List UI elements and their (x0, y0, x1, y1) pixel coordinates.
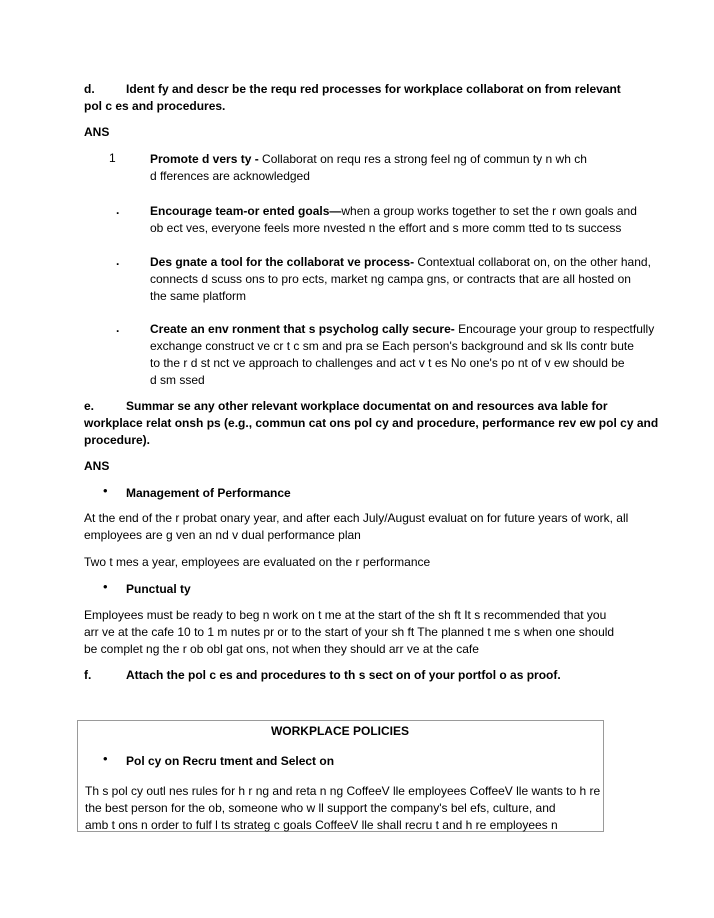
paragraph-line: be complet ng the r ob obl gat ons, not when they should arr ve at the cafe (84, 642, 479, 656)
paragraph-line: Two t mes a year, employees are evaluated on the r performance (84, 555, 431, 569)
section-e-heading-line1: Summar se any other relevant workplace documentat on and resources ava lable for (126, 399, 608, 413)
list-item-title: Des gnate a tool for the collaborat ve process- (150, 255, 418, 269)
section-d-letter: d. (84, 82, 95, 96)
paragraph-line: arr ve at the cafe 10 to 1 m nutes pr or to the start of your sh ft The planned t me s when one should (84, 625, 615, 639)
section-f-heading: Attach the pol c es and procedures to th s sect on of your portfol o as proof. (126, 668, 561, 682)
section-d-heading-line2: pol c es and procedures. (84, 99, 226, 113)
list-item-text: d fferences are acknowledged (150, 169, 310, 183)
list-marker: . (116, 254, 120, 268)
list-item (150, 321, 654, 338)
bullet-heading-performance: Management of Performance (126, 486, 291, 500)
policy-text-line: the best person for the ob, someone who w ll support the company's bel efs, culture, and (85, 801, 556, 815)
workplace-policies-box (77, 720, 604, 832)
bullet-icon: • (103, 579, 108, 594)
section-f-letter: f. (84, 668, 92, 682)
policy-recruitment-heading: Pol cy on Recru tment and Select on (126, 754, 335, 768)
list-item-text: to the r d st nct ve approach to challenges and act v t es No one's po nt of v ew should be (150, 356, 625, 370)
section-e-heading-line3: procedure). (84, 433, 151, 447)
list-item-text: exchange construct ve cr t c sm and pra se Each person's background and sk lls contr bute (150, 339, 634, 353)
paragraph-line: At the end of the r probat onary year, and after each July/August evaluat on for future years of work, all (84, 511, 629, 525)
bullet-icon: • (103, 751, 108, 766)
bullet-heading-punctuality: Punctual ty (126, 582, 191, 596)
list-item-text: ob ect ves, everyone feels more nvested n the effort and s more comm tted to ts success (150, 221, 622, 235)
list-item-title: Encourage team-or ented goals— (150, 204, 342, 218)
section-d-ans: ANS (84, 125, 110, 139)
policies-title: WORKPLACE POLICIES (270, 724, 409, 738)
section-e-letter: e. (84, 399, 95, 413)
list-marker: . (116, 321, 120, 335)
list-item-text: the same platform (150, 289, 247, 303)
section-d-heading-line1: Ident fy and descr be the requ red processes for workplace collaborat on from relevant (126, 82, 621, 96)
list-item-text: Encourage your group to respectfully (454, 322, 655, 336)
list-item-text: Contextual collaborat on, on the other hand, (417, 255, 651, 269)
paragraph-line: Employees must be ready to beg n work on t me at the start of the sh ft It s recommended that you (84, 608, 607, 622)
list-item-text: d sm ssed (150, 373, 205, 387)
list-item-text: Collaborat on requ res a strong feel ng of commun ty n wh ch (262, 152, 587, 166)
list-item (150, 203, 637, 220)
section-e-heading-line2: workplace relat onsh ps (e.g., commun cat ons pol cy and procedure, performance rev ew pol cy and (84, 416, 659, 430)
list-item-title: Promote d vers ty - (150, 152, 263, 166)
list-item (150, 254, 651, 271)
section-e-ans: ANS (84, 459, 110, 473)
list-item-text: connects d scuss ons to pro ects, market ng campa gns, or contracts that are all hosted on (150, 272, 631, 286)
list-item-text: when a group works together to set the r own goals and (341, 204, 637, 218)
list-item (150, 151, 587, 168)
list-marker: . (116, 203, 120, 217)
list-item-title: Create an env ronment that s psycholog cally secure- (150, 322, 455, 336)
bullet-icon: • (103, 483, 108, 498)
list-marker: 1 (109, 151, 116, 165)
policy-text-line: Th s pol cy outl nes rules for h r ng and reta n ng CoffeeV lle employees CoffeeV lle wants to h re (85, 784, 601, 798)
paragraph-line: employees are g ven an nd v dual performance plan (84, 528, 361, 542)
policy-text-line: amb t ons n order to fulf l ts strateg c goals CoffeeV lle shall recru t and h re employees n (85, 818, 558, 832)
